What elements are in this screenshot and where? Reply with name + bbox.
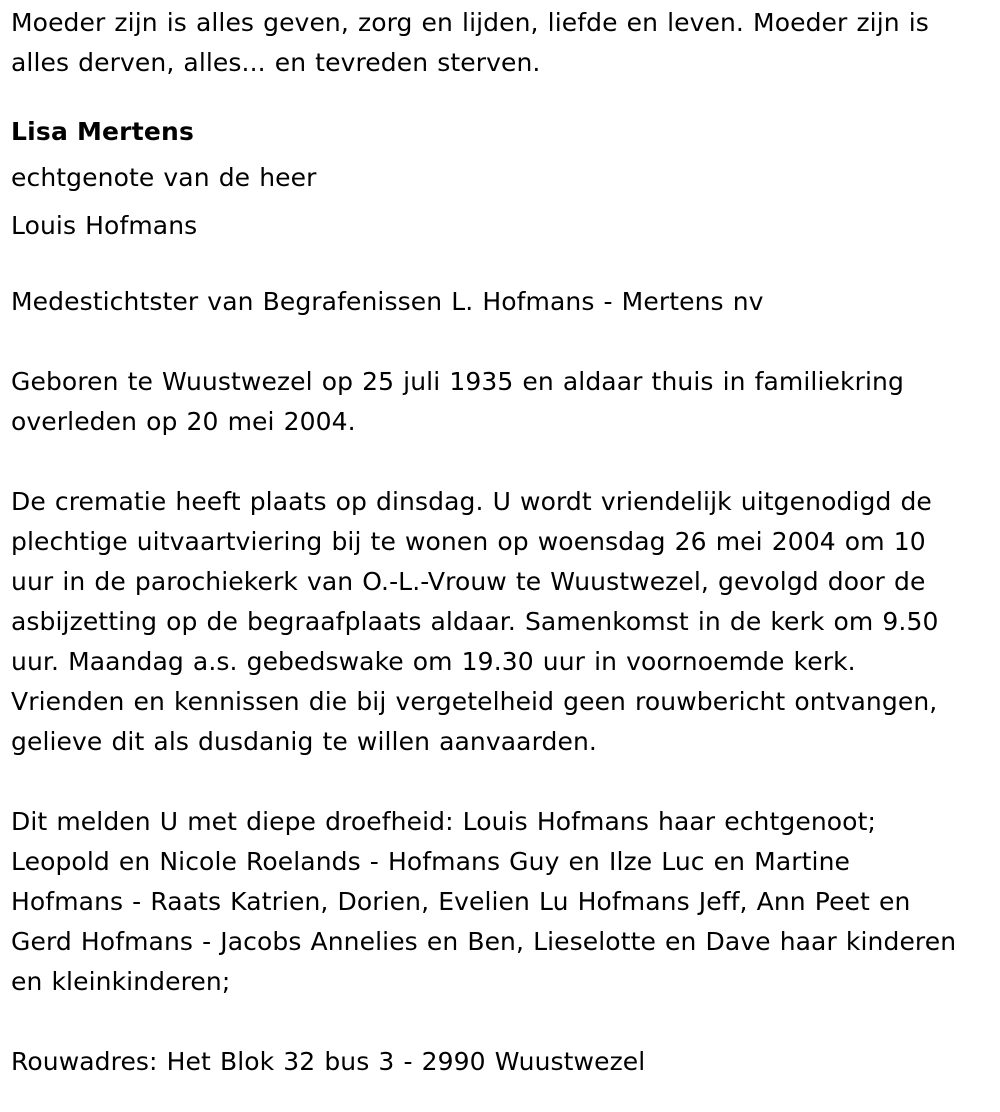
ceremony-line: Vrienden en kennissen die bij vergetelheid geen rouwbericht ontvangen, [11, 687, 938, 716]
role-line: Medestichtster van Begrafenissen L. Hofmans - Mertens nv [11, 287, 764, 316]
deceased-relation: echtgenote van de heer [11, 163, 317, 192]
ceremony-paragraph [11, 482, 988, 762]
address-line: Rouwadres: Het Blok 32 bus 3 - 2990 Wuustwezel [11, 1047, 646, 1076]
family-line: Hofmans - Raats Katrien, Dorien, Evelien Lu Hofmans Jeff, Ann Peet en [11, 887, 911, 916]
quote-paragraph [11, 3, 988, 83]
birth-death-line: Geboren te Wuustwezel op 25 juli 1935 en aldaar thuis in familiekring [11, 367, 904, 396]
ceremony-line: plechtige uitvaartviering bij te wonen op woensdag 26 mei 2004 om 10 [11, 527, 926, 556]
family-line: en kleinkinderen; [11, 967, 231, 996]
birth-death-paragraph [11, 362, 988, 442]
birth-death-line: overleden op 20 mei 2004. [11, 407, 356, 436]
deceased-spouse: Louis Hofmans [11, 211, 198, 240]
quote-line: alles derven, alles... en tevreden sterven. [11, 48, 541, 77]
ceremony-line: asbijzetting op de begraafplaats aldaar. Samenkomst in de kerk om 9.50 [11, 607, 939, 636]
family-line: Leopold en Nicole Roelands - Hofmans Guy en Ilze Luc en Martine [11, 847, 850, 876]
family-line: Gerd Hofmans - Jacobs Annelies en Ben, Lieselotte en Dave haar kinderen [11, 927, 957, 956]
ceremony-line: De crematie heeft plaats op dinsdag. U wordt vriendelijk uitgenodigd de [11, 487, 932, 516]
quote-line: Moeder zijn is alles geven, zorg en lijden, liefde en leven. Moeder zijn is [11, 8, 929, 37]
family-paragraph [11, 802, 988, 1002]
family-line: Dit melden U met diepe droefheid: Louis Hofmans haar echtgenoot; [11, 807, 876, 836]
deceased-name: Lisa Mertens [11, 117, 195, 146]
ceremony-line: uur. Maandag a.s. gebedswake om 19.30 uur in voornoemde kerk. [11, 647, 856, 676]
ceremony-line: gelieve dit als dusdanig te willen aanvaarden. [11, 727, 597, 756]
ceremony-line: uur in de parochiekerk van O.-L.-Vrouw te Wuustwezel, gevolgd door de [11, 567, 926, 596]
